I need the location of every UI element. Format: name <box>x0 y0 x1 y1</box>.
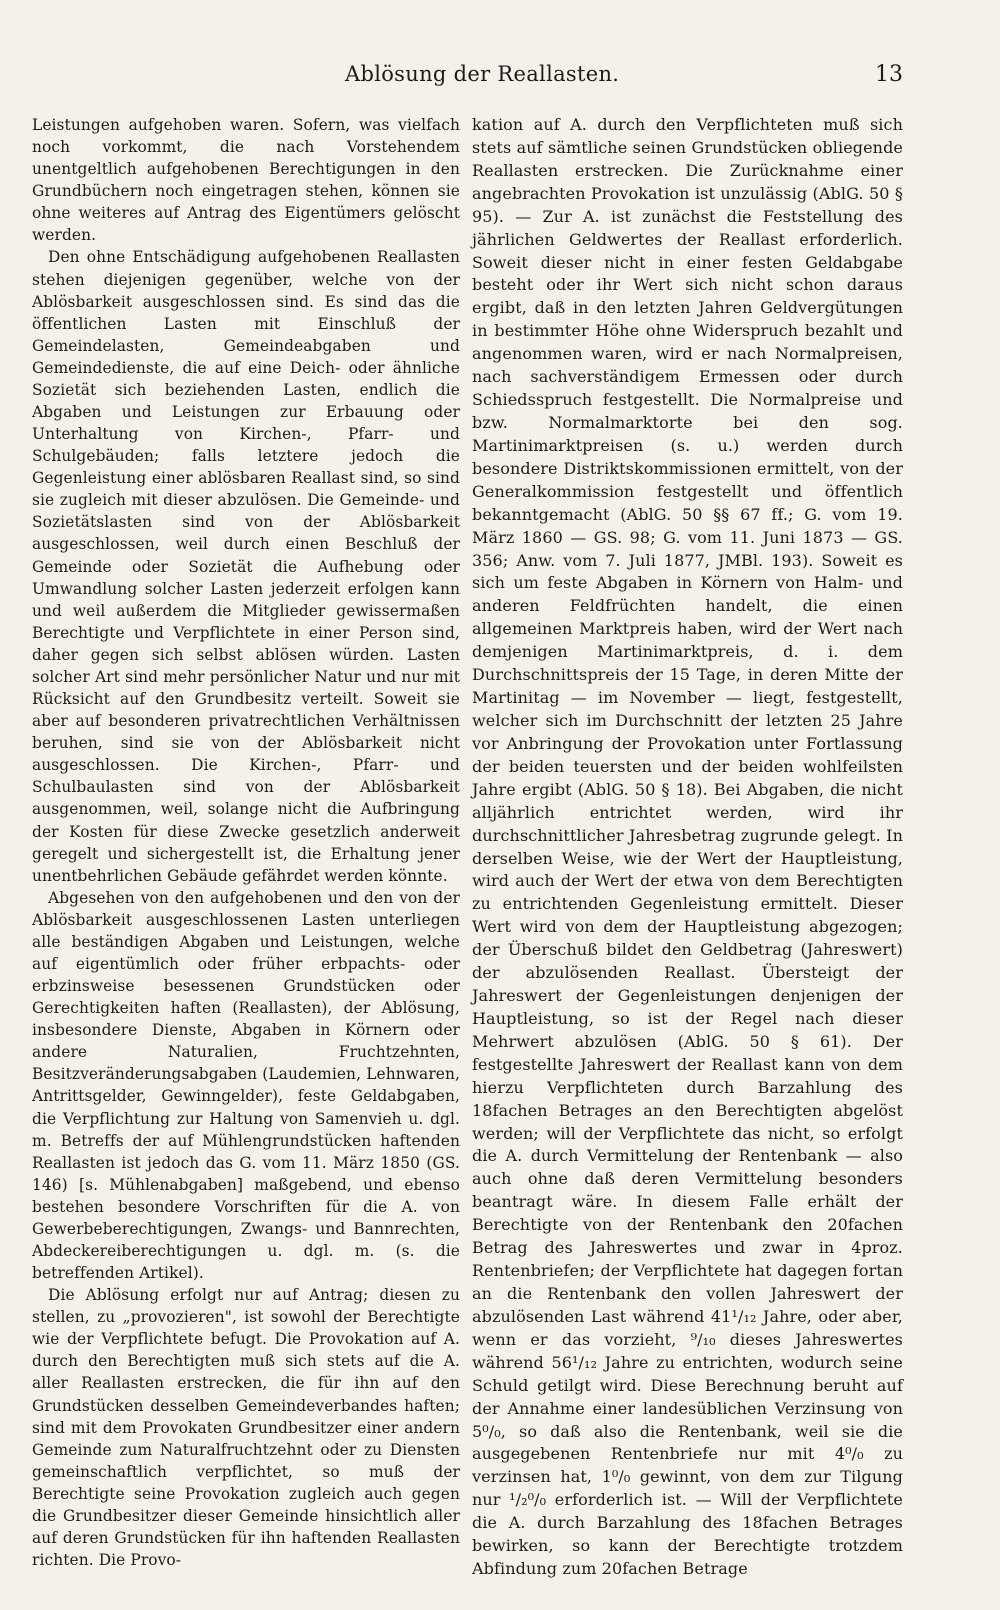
left-column <box>32 114 460 1571</box>
running-title: Ablösung der Reallasten. <box>345 62 620 86</box>
paragraph: Den ohne Entschädigung aufgehobenen Reallasten stehen diejenigen gegenüber, welche von der Ablösbarkeit ausgeschlossen sind. Es sind das die öffentlichen Lasten mit Einschluß der Gemeindelasten, Gemeindeabgaben und Gemeindedienste, die auf eine Deich- oder ähnliche Sozietät sich beziehenden Lasten, endlich die Abgaben und Leistungen zur Erbauung oder Unterhaltung von Kirchen-, Pfarr- und Schulgebäuden; falls letztere jedoch die Gegenleistung einer ablösbaren Reallast sind, so sind sie zugleich mit dieser abzulösen. Die Gemeinde- und Sozietätslasten sind von der Ablösbarkeit ausgeschlossen, weil durch einen Beschluß der Gemeinde oder Sozietät die Aufhebung oder Umwandlung solcher Lasten jederzeit erfolgen kann und weil außerdem die Mitglieder gewissermaßen Berechtigte und Verpflichtete in einer Person sind, daher gegen sich selbst ablösen würden. Lasten solcher Art sind mehr persönlicher Natur und nur mit Rücksicht auf den Grundbesitz verteilt. Soweit sie aber auf besonderen privatrechtlichen Verhältnissen beruhen, sind sie von der Ablösbarkeit nicht ausgeschlossen. Die Kirchen-, Pfarr- und Schulbaulasten sind von der Ablösbarkeit ausgenommen, weil, solange nicht die Aufbringung der Kosten für diese Zwecke gesetzlich anderweit geregelt und sichergestellt ist, die Erhaltung jener unentbehrlichen Gebäude gefährdet werden könnte. <box>32 248 460 885</box>
paragraph: Abgesehen von den aufgehobenen und den von der Ablösbarkeit ausgeschlossenen Lasten unterliegen alle beständigen Abgaben und Leistungen, welche auf eigentümlich oder früher erbpachts- oder erbzinsweise besessenen Grundstücken oder Gerechtigkeiten haften (Reallasten), der Ablösung, insbesondere Dienste, Abgaben in Körnern oder andere Naturalien, Fruchtzehnten, Besitzveränderungsabgaben (Laudemien, Lehnwaren, Antrittsgelder, Gewinngelder), feste Geldabgaben, die Verpflichtung zur Haltung von Samenvieh u. dgl. m. Betreffs der auf Mühlengrundstücken haftenden Reallasten ist jedoch das G. vom 11. März 1850 (GS. 146) [s. Mühlenabgaben] maßgebend, und ebenso bestehen besondere Vorschriften für die A. von Gewerbeberechtigungen, Zwangs- und Bannrechten, Abdeckereiberechtigungen u. dgl. m. (s. die betreffenden Artikel). <box>32 888 460 1283</box>
right-column <box>472 114 903 1581</box>
paragraph: Die Ablösung erfolgt nur auf Antrag; diesen zu stellen, zu „provozieren", ist sowohl der Berechtigte wie der Verpflichtete befugt. Die Provokation auf A. durch den Berechtigten muß sich stets auf die A. aller Reallasten erstrecken, die für ihn auf den Grundstücken desselben Gemeindeverbandes haften; sind mit dem Provokaten Grundbesitzer einer andern Gemeinde zum Naturalfruchtzehnt oder zu Diensten gemeinschaftlich verpflichtet, so muß der Berechtigte seine Provokation zugleich auch gegen die Grundbesitzer dieser Gemeinde hinsichtlich aller auf deren Grundstücken für ihn haftenden Reallasten richten. Die Provo- <box>32 1286 460 1570</box>
paragraph: kation auf A. durch den Verpflichteten muß sich stets auf sämtliche seinen Grundstücken obliegende Reallasten erstrecken. Die Zurücknahme einer angebrachten Provokation ist unzulässig (AblG. 50 § 95). — Zur A. ist zunächst die Feststellung des jährlichen Geldwertes der Reallast erforderlich. Soweit dieser nicht in einer festen Geldabgabe besteht oder ihr Wert sich nicht schon daraus ergibt, daß in den letzten Jahren Geldvergütungen in bestimmter Höhe ohne Widerspruch bezahlt und angenommen waren, wird er nach Normalpreisen, nach sachverständigem Ermessen oder durch Schiedsspruch festgestellt. Die Normalpreise und bzw. Normalmarktorte bei den sog. Martinimarktpreisen (s. u.) werden durch besondere Distriktskommissionen ermittelt, von der Generalkommission festgestellt und öffentlich bekanntgemacht (AblG. 50 §§ 67 ff.; G. vom 19. März 1860 — GS. 98; G. vom 11. Juni 1873 — GS. 356; Anw. vom 7. Juli 1877, JMBl. 193). Soweit es sich um feste Abgaben in Körnern von Halm- und anderen Feldfrüchten handelt, die einen allgemeinen Marktpreis haben, wird der Wert nach demjenigen Martinimarktpreis, d. i. dem Durchschnittspreis der 15 Tage, in deren Mitte der Martinitag — im November — liegt, festgestellt, welcher sich im Durchschnitt der letzten 25 Jahre vor Anbringung der Provokation unter Fortlassung der beiden teuersten und der beiden wohlfeilsten Jahre ergibt (AblG. 50 § 18). Bei Abgaben, die nicht alljährlich entrichtet werden, wird ihr durchschnittlicher Jahresbetrag zugrunde gelegt. In derselben Weise, wie der Wert der Hauptleistung, wird auch der Wert der etwa von dem Berechtigten zu entrichtenden Gegenleistung ermittelt. Dieser Wert wird von dem der Hauptleistung abgezogen; der Überschuß bildet den Geldbetrag (Jahreswert) der abzulösenden Reallast. Übersteigt der Jahreswert der Gegenleistungen denjenigen der Hauptleistung, so ist der Regel nach dieser Mehrwert abzulösen (AblG. 50 § 61). Der festgestellte Jahreswert der Reallast kann von dem hierzu Verpflichteten durch Barzahlung des 18fachen Betrages an den Berechtigten abgelöst werden; will der Verpflichtete das nicht, so erfolgt die A. durch Vermittelung der Rentenbank — also auch ohne daß deren Vermittelung besonders beantragt wäre. In diesem Falle erhält der Berechtigte von der Rentenbank den 20fachen Betrag des Jahreswertes und zwar in 4proz. Rentenbriefen; der Verpflichtete hat dagegen fortan an die Rentenbank den vollen Jahreswert der abzulösenden Last während 41¹/₁₂ Jahre, oder aber, wenn er das vorzieht, ⁹/₁₀ dieses Jahreswertes während 56¹/₁₂ Jahre zu entrichten, wodurch seine Schuld getilgt wird. Diese Berechnung beruht auf der Annahme einer landesüblichen Verzinsung von 5⁰/₀, so daß also die Rentenbank, weil sie die ausgegebenen Rentenbriefe nur mit 4⁰/₀ zu verzinsen hat, 1⁰/₀ gewinnt, von dem zur Tilgung nur ¹/₂⁰/₀ erforderlich ist. — Will der Verpflichtete die A. durch Barzahlung des 18fachen Betrages bewirken, so kann der Berechtigte trotzdem Abfindung zum 20fachen Betrage <box>472 115 903 1579</box>
paragraph: Leistungen aufgehoben waren. Sofern, was vielfach noch vorkommt, die nach Vorstehendem unentgeltlich aufgehobenen Berechtigungen in den Grundbüchern noch eingetragen stehen, können sie ohne weiteres auf Antrag des Eigentümers gelöscht werden. <box>32 116 460 245</box>
running-header <box>0 62 1000 92</box>
page-number: 13 <box>875 62 903 87</box>
